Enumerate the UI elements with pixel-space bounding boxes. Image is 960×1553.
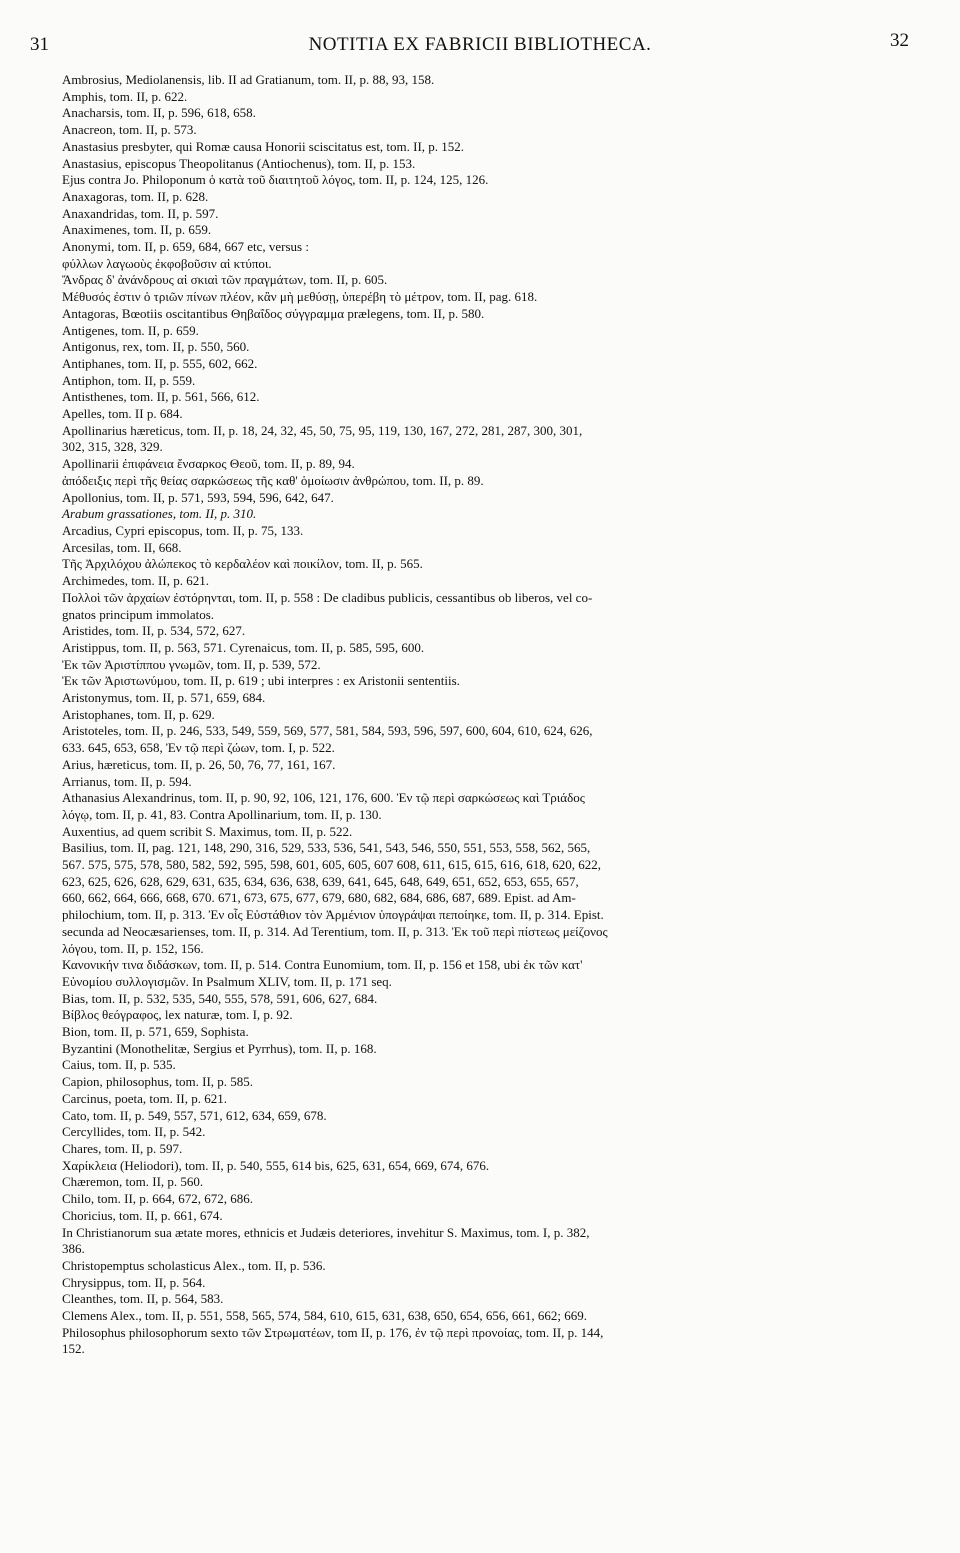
index-entry: Aristides, tom. II, p. 534, 572, 627. xyxy=(62,623,246,639)
index-entry: Archimedes, tom. II, p. 621. xyxy=(62,573,209,589)
index-entry: Clemens Alex., tom. II, p. 551, 558, 565, 574, 584, 610, 615, 631, 638, 650, 654, 656, 661, 662; 669. xyxy=(62,1308,588,1324)
page-number-left: 31 xyxy=(30,34,49,55)
index-text xyxy=(62,72,910,1358)
index-entry: Χαρίκλεια (Heliodori), tom. II, p. 540, 555, 614 bis, 625, 631, 654, 669, 674, 676. xyxy=(62,1157,490,1173)
index-entry: Anastasius, episcopus Theopolitanus (Antiochenus), tom. II, p. 153. xyxy=(62,155,416,171)
index-entry: Anaximenes, tom. II, p. 659. xyxy=(62,222,212,238)
index-entry: Ἄνδρας δ' ἀνάνδρους αἱ σκιαὶ τῶν πραγμάτων, tom. II, p. 605. xyxy=(62,272,388,288)
index-entry: Apollinarii ἐπιφάνεια ἔνσαρκος Θεοῦ, tom. II, p. 89, 94. xyxy=(62,456,355,472)
index-line-continuation: λόγου, tom. II, p. 152, 156. xyxy=(62,940,204,956)
index-line-continuation: Cleanthes, tom. II, p. 564, 583. xyxy=(62,1291,224,1307)
index-line-continuation: gnatos principum immolatos. xyxy=(62,606,215,622)
index-entry: Antiphon, tom. II, p. 559. xyxy=(62,372,196,388)
index-entry: Apollinarius hæreticus, tom. II, p. 18, 24, 32, 45, 50, 75, 95, 119, 130, 167, 272, 281, 287, 300, 301, xyxy=(62,422,583,438)
index-entry: Bion, tom. II, p. 571, 659, Sophista. xyxy=(62,1024,249,1040)
index-line-continuation: Κανονικήν τινα διδάσκων, tom. II, p. 514. Contra Eunomium, tom. II, p. 156 et 158, ubi ἐκ τῶν κατ' xyxy=(62,957,583,973)
index-line-continuation: philochium, tom. II, p. 313. Ἐν οἷς Εὐστάθιον τὸν Ἀρμένιον ὑπογράψαι πεποίηκε, tom. II, p. 314. Epist. xyxy=(62,907,604,923)
index-entry: Antisthenes, tom. II, p. 561, 566, 612. xyxy=(62,389,260,405)
index-entry: Chrysippus, tom. II, p. 564. xyxy=(62,1274,206,1290)
index-entry: Byzantini (Monothelitæ, Sergius et Pyrrhus), tom. II, p. 168. xyxy=(62,1040,377,1056)
index-entry: Athanasius Alexandrinus, tom. II, p. 90, 92, 106, 121, 176, 600. Ἐν τῷ περὶ σαρκώσεως καὶ Τριάδος xyxy=(62,790,585,806)
index-entry: Arcesilas, tom. II, 668. xyxy=(62,539,182,555)
index-entry: φύλλων λαγωοὺς ἐκφοβοῦσιν αἱ κτύποι. xyxy=(62,255,272,271)
index-line-continuation: In Christianorum sua ætate mores, ethnicis et Judæis deteriores, invehitur S. Maximus, tom. I, p. 382, xyxy=(62,1224,590,1240)
index-line-continuation: Bias, tom. II, p. 532, 535, 540, 555, 578, 591, 606, 627, 684. xyxy=(62,990,378,1006)
index-line-continuation: 633. 645, 653, 658, Ἐν τῷ περὶ ζώων, tom. I, p. 522. xyxy=(62,740,335,756)
index-entry: Anacreon, tom. II, p. 573. xyxy=(62,122,197,138)
index-entry: Arius, hæreticus, tom. II, p. 26, 50, 76, 77, 161, 167. xyxy=(62,756,336,772)
index-entry: Basilius, tom. II, pag. 121, 148, 290, 316, 529, 533, 536, 541, 543, 546, 550, 551, 553, 558, 562, 565, xyxy=(62,840,591,856)
index-entry: Aristippus, tom. II, p. 563, 571. Cyrenaicus, tom. II, p. 585, 595, 600. xyxy=(62,639,425,655)
index-entry: Auxentius, ad quem scribit S. Maximus, tom. II, p. 522. xyxy=(62,823,353,839)
index-entry: Christopemptus scholasticus Alex., tom. II, p. 536. xyxy=(62,1257,326,1273)
index-entry: Apollonius, tom. II, p. 571, 593, 594, 596, 642, 647. xyxy=(62,489,334,505)
index-entry: Antiphanes, tom. II, p. 555, 602, 662. xyxy=(62,355,258,371)
index-entry: 386. xyxy=(62,1241,85,1257)
index-entry: Aristoteles, tom. II, p. 246, 533, 549, 559, 569, 577, 581, 584, 593, 596, 597, 600, 604, 610, 624, 626, xyxy=(62,723,593,739)
index-entry: Arrianus, tom. II, p. 594. xyxy=(62,773,192,789)
index-entry: Anonymi, tom. II, p. 659, 684, 667 etc, versus : xyxy=(62,239,309,255)
index-entry: Philosophus philosophorum sexto τῶν Στρωματέων, tom II, p. 176, ἐν τῷ περὶ προνοίας, tom. II, p. 144, xyxy=(62,1324,604,1340)
index-entry: Anaxagoras, tom. II, p. 628. xyxy=(62,188,209,204)
page-number-right: 32 xyxy=(890,30,909,51)
running-title: NOTITIA EX FABRICII BIBLIOTHECA. xyxy=(308,34,652,55)
index-entry: Aristophanes, tom. II, p. 629. xyxy=(62,706,215,722)
index-entry: ἀπόδειξις περὶ τῆς θείας σαρκώσεως τῆς καθ' ὁμοίωσιν ἀνθρώπου, tom. II, p. 89. xyxy=(62,472,484,488)
index-line-continuation: 567. 575, 575, 578, 580, 582, 592, 595, 598, 601, 605, 605, 607 608, 611, 615, 615, 616, 618, 620, 622, xyxy=(62,857,602,873)
index-entry: Arcadius, Cypri episcopus, tom. II, p. 75, 133. xyxy=(62,522,304,538)
index-entry: Ambrosius, Mediolanensis, lib. II ad Gratianum, tom. II, p. 88, 93, 158. xyxy=(62,72,435,87)
index-entry: Capion, philosophus, tom. II, p. 585. xyxy=(62,1074,254,1090)
index-line-continuation: 660, 662, 664, 666, 668, 670. 671, 673, 675, 677, 679, 680, 682, 684, 686, 687, 689. Epist. ad Am- xyxy=(62,890,576,906)
index-entry: Arabum grassationes, tom. II, p. 310. xyxy=(62,506,257,522)
index-entry: Ἐκ τῶν Ἀριστωνύμου, tom. II, p. 619 ; ubi interpres : ex Aristonii sententiis. xyxy=(62,673,460,689)
index-line-continuation: 623, 625, 626, 628, 629, 631, 635, 634, 636, 638, 639, 641, 645, 648, 649, 651, 652, 653, 655, 657, xyxy=(62,873,579,889)
index-entry: Βίβλος θεόγραφος, lex naturæ, tom. I, p. 92. xyxy=(62,1007,293,1023)
index-entry: Anacharsis, tom. II, p. 596, 618, 658. xyxy=(62,105,256,121)
index-entry: Choricius, tom. II, p. 661, 674. xyxy=(62,1207,223,1223)
index-entry: Apelles, tom. II p. 684. xyxy=(62,406,183,422)
index-entry: Cercyllides, tom. II, p. 542. xyxy=(62,1124,206,1140)
index-entry: Chæremon, tom. II, p. 560. xyxy=(62,1174,204,1190)
index-line-continuation: secunda ad Neocæsarienses, tom. II, p. 314. Ad Terentium, tom. II, p. 313. Ἐκ τοῦ περὶ πίστεως μείζονος xyxy=(62,923,608,939)
index-entry: Antigonus, rex, tom. II, p. 550, 560. xyxy=(62,339,250,355)
index-entry: Anaxandridas, tom. II, p. 597. xyxy=(62,205,219,221)
index-line-continuation: 302, 315, 328, 329. xyxy=(62,439,163,455)
index-entry: Caius, tom. II, p. 535. xyxy=(62,1057,176,1073)
index-entry: Antagoras, Bœotiis oscitantibus Θηβαΐδος σύγγραμμα prælegens, tom. II, p. 580. xyxy=(62,305,485,321)
index-line-continuation: λόγῳ, tom. II, p. 41, 83. Contra Apollinarium, tom. II, p. 130. xyxy=(62,806,382,822)
index-entry: Τῆς Ἀρχιλόχου ἀλώπεκος τὸ κερδαλέον καὶ ποικίλον, tom. II, p. 565. xyxy=(62,556,423,572)
index-entry: Cato, tom. II, p. 549, 557, 571, 612, 634, 659, 678. xyxy=(62,1107,327,1123)
index-entry: Amphis, tom. II, p. 622. xyxy=(62,88,188,104)
index-entry: Chilo, tom. II, p. 664, 672, 672, 686. xyxy=(62,1191,254,1207)
index-entry: Εὐνομίου συλλογισμῶν. In Psalmum XLIV, tom. II, p. 171 seq. xyxy=(62,973,392,989)
index-entry: Aristonymus, tom. II, p. 571, 659, 684. xyxy=(62,690,266,706)
index-entry: 152. xyxy=(62,1341,85,1357)
index-entry: Πολλοὶ τῶν ἀρχαίων ἐστόρηνται, tom. II, p. 558 : De cladibus publicis, cessantibus ob liberos, vel co- xyxy=(62,589,593,605)
index-entry: Chares, tom. II, p. 597. xyxy=(62,1141,183,1156)
index-entry: Ejus contra Jo. Philoponum ὁ κατὰ τοῦ διαιτητοῦ λόγος, tom. II, p. 124, 125, 126. xyxy=(62,172,489,188)
index-entry: Ἐκ τῶν Ἀριστίππου γνωμῶν, tom. II, p. 539, 572. xyxy=(62,656,321,672)
page-header xyxy=(0,30,960,64)
index-entry: Antigenes, tom. II, p. 659. xyxy=(62,322,199,338)
index-entry: Carcinus, poeta, tom. II, p. 621. xyxy=(62,1090,227,1106)
index-entry: Anastasius presbyter, qui Romæ causa Honorii sciscitatus est, tom. II, p. 152. xyxy=(62,138,465,154)
index-entry: Μέθυσός ἐστιν ὁ τριῶν πίνων πλέον, κἂν μὴ μεθύσῃ, ὑπερέβη τὸ μέτρον, tom. II, pag. 618. xyxy=(62,289,538,305)
